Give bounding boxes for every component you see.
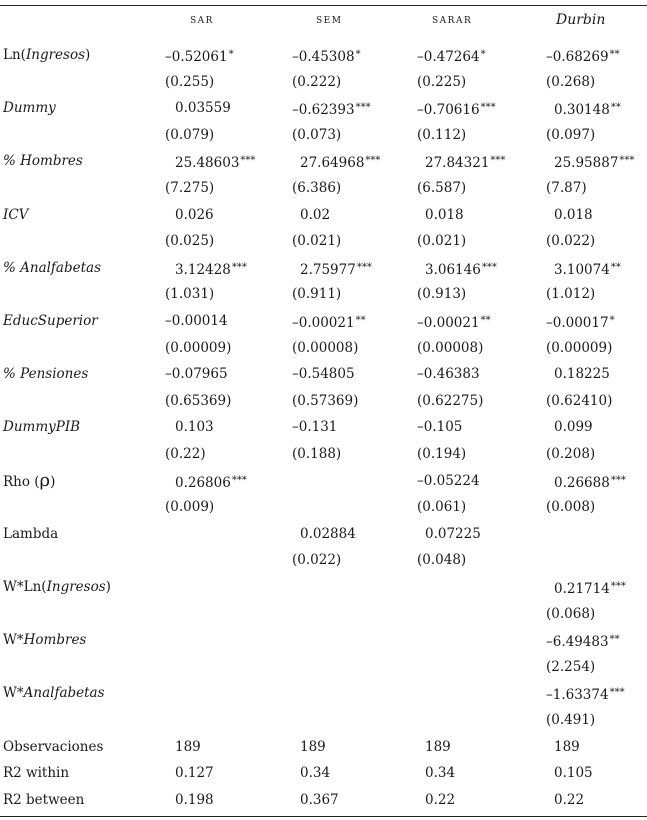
table-row bbox=[0, 42, 647, 68]
row-label bbox=[3, 361, 88, 387]
value-text: 0.02 bbox=[300, 206, 331, 223]
table-row bbox=[0, 308, 647, 334]
table-row bbox=[0, 521, 647, 547]
value-cell bbox=[546, 707, 595, 733]
value-text: –6.49483 bbox=[546, 634, 609, 651]
value-cell bbox=[554, 734, 580, 760]
table-row bbox=[0, 601, 647, 627]
value-text: 0.30148 bbox=[554, 102, 610, 119]
significance-stars: ** bbox=[610, 261, 621, 273]
value-cell bbox=[425, 760, 455, 786]
value-text: –0.45308 bbox=[292, 49, 355, 65]
row-label bbox=[3, 148, 83, 174]
value-cell bbox=[292, 42, 361, 70]
value-cell bbox=[554, 202, 593, 228]
row-label bbox=[3, 42, 90, 68]
value-cell bbox=[417, 361, 480, 387]
value-cell bbox=[554, 574, 626, 602]
value-text: (0.188) bbox=[292, 446, 342, 462]
value-cell bbox=[425, 255, 497, 283]
significance-stars: * bbox=[228, 49, 234, 60]
value-cell bbox=[546, 680, 625, 708]
value-cell bbox=[292, 69, 341, 95]
value-cell bbox=[165, 175, 214, 201]
value-cell bbox=[417, 42, 486, 70]
value-text: 0.18225 bbox=[554, 366, 610, 383]
table-row bbox=[0, 255, 647, 281]
value-cell bbox=[175, 255, 247, 283]
significance-stars: *** bbox=[481, 261, 497, 273]
value-cell bbox=[175, 148, 255, 176]
value-cell bbox=[546, 494, 595, 520]
value-cell bbox=[554, 95, 621, 123]
table-row bbox=[0, 654, 647, 680]
value-cell bbox=[165, 228, 214, 254]
value-cell bbox=[546, 281, 595, 307]
label-text: ) bbox=[85, 47, 91, 63]
value-cell bbox=[292, 441, 341, 467]
table-row bbox=[0, 627, 647, 653]
table-row bbox=[0, 175, 647, 201]
value-cell bbox=[175, 95, 231, 121]
value-cell bbox=[165, 335, 231, 361]
header-sar: sar bbox=[190, 12, 214, 27]
table-row bbox=[0, 388, 647, 414]
value-cell bbox=[175, 787, 214, 813]
value-text: (0.57369) bbox=[292, 392, 359, 409]
table-row bbox=[0, 468, 647, 494]
value-text: –0.131 bbox=[292, 419, 338, 436]
value-text: 0.22 bbox=[554, 791, 585, 808]
value-cell bbox=[175, 468, 247, 496]
value-cell bbox=[417, 335, 483, 361]
significance-stars: *** bbox=[231, 474, 247, 486]
label-text: R2 between bbox=[3, 791, 85, 808]
value-cell bbox=[292, 122, 341, 148]
value-text: (0.068) bbox=[546, 605, 596, 622]
value-cell bbox=[554, 148, 634, 176]
value-text: (0.00008) bbox=[292, 339, 359, 356]
table-row bbox=[0, 441, 647, 467]
row-label bbox=[3, 95, 56, 121]
top-rule bbox=[0, 5, 647, 6]
value-text: (0.222) bbox=[292, 73, 342, 90]
significance-stars: *** bbox=[619, 155, 635, 167]
value-cell bbox=[546, 42, 620, 70]
header-durbin: Durbin bbox=[556, 12, 606, 28]
value-cell bbox=[300, 255, 372, 283]
value-text: 3.12428 bbox=[175, 261, 231, 278]
value-text: (0.65369) bbox=[165, 392, 232, 409]
value-text: 27.84321 bbox=[425, 155, 490, 172]
value-cell bbox=[417, 494, 466, 520]
value-cell bbox=[417, 95, 496, 123]
value-text: (0.62275) bbox=[417, 392, 484, 409]
significance-stars: *** bbox=[365, 155, 381, 167]
value-text: –0.105 bbox=[417, 419, 463, 436]
value-text: 0.367 bbox=[300, 791, 339, 808]
value-cell bbox=[417, 547, 466, 573]
value-cell bbox=[165, 361, 228, 387]
value-text: (6.386) bbox=[292, 180, 342, 196]
value-text: (0.097) bbox=[546, 126, 596, 143]
significance-stars: *** bbox=[355, 102, 371, 114]
value-text: (7.87) bbox=[546, 180, 587, 196]
label-text: R2 within bbox=[3, 765, 70, 782]
value-text: 0.02884 bbox=[300, 525, 356, 542]
label-text: Observaciones bbox=[3, 738, 104, 755]
value-text: –0.05224 bbox=[417, 472, 480, 489]
value-text: (0.061) bbox=[417, 499, 467, 516]
row-label bbox=[3, 202, 28, 228]
value-text: (6.587) bbox=[417, 180, 467, 196]
value-cell bbox=[546, 175, 587, 201]
value-text: (0.048) bbox=[417, 552, 467, 569]
row-label bbox=[3, 308, 98, 334]
table-row bbox=[0, 281, 647, 307]
value-cell bbox=[417, 281, 466, 307]
label-text: Rho ( bbox=[3, 473, 40, 490]
table-row bbox=[0, 361, 647, 387]
value-text: (0.021) bbox=[292, 233, 342, 250]
value-text: 27.64968 bbox=[300, 155, 365, 172]
value-cell bbox=[165, 69, 214, 95]
significance-stars: *** bbox=[610, 474, 626, 486]
label-text: W*Ln( bbox=[3, 579, 47, 595]
value-text: (0.022) bbox=[546, 233, 596, 250]
value-text: (0.62410) bbox=[546, 392, 613, 409]
value-cell bbox=[417, 308, 491, 336]
label-text: ) bbox=[50, 473, 56, 490]
significance-stars: *** bbox=[610, 581, 626, 592]
value-cell bbox=[554, 361, 610, 387]
row-label bbox=[3, 414, 80, 440]
value-cell bbox=[292, 547, 341, 573]
significance-stars: ** bbox=[609, 49, 620, 60]
value-text: –0.54805 bbox=[292, 366, 355, 383]
table-row bbox=[0, 680, 647, 706]
value-cell bbox=[292, 414, 337, 440]
value-cell bbox=[300, 148, 380, 176]
value-cell bbox=[554, 468, 626, 496]
value-cell bbox=[546, 388, 612, 414]
value-cell bbox=[292, 281, 341, 307]
rho-symbol: ρ bbox=[39, 469, 51, 491]
value-text: (0.00009) bbox=[546, 339, 613, 356]
table-row bbox=[0, 228, 647, 254]
label-italic: Ingresos bbox=[46, 579, 106, 595]
significance-stars: ** bbox=[610, 102, 621, 114]
row-label bbox=[3, 255, 101, 281]
value-cell bbox=[417, 388, 483, 414]
value-cell bbox=[425, 202, 464, 228]
value-cell bbox=[554, 255, 621, 283]
value-text: 0.34 bbox=[300, 765, 331, 782]
value-text: 0.103 bbox=[175, 419, 214, 436]
table-row bbox=[0, 69, 647, 95]
table-row bbox=[0, 707, 647, 733]
bottom-rule bbox=[0, 816, 647, 817]
value-cell bbox=[165, 388, 231, 414]
significance-stars: ** bbox=[609, 634, 620, 646]
value-text: (1.012) bbox=[546, 286, 596, 303]
table-row bbox=[0, 494, 647, 520]
table-row bbox=[0, 760, 647, 786]
table-row bbox=[0, 574, 647, 600]
significance-stars: *** bbox=[609, 687, 625, 699]
value-text: (0.025) bbox=[165, 233, 215, 250]
value-text: (0.021) bbox=[417, 233, 467, 250]
label-italic: % Hombres bbox=[3, 153, 83, 170]
value-cell bbox=[546, 627, 620, 655]
label-italic: % Analfabetas bbox=[3, 259, 102, 276]
value-text: (0.22) bbox=[165, 446, 206, 462]
value-cell bbox=[546, 69, 595, 95]
value-cell bbox=[417, 122, 466, 148]
row-label bbox=[3, 680, 105, 706]
value-text: (0.00009) bbox=[165, 339, 232, 356]
value-text: 0.34 bbox=[425, 765, 456, 782]
value-text: (0.225) bbox=[417, 73, 467, 90]
value-text: 0.26688 bbox=[554, 474, 610, 491]
value-text: 0.099 bbox=[554, 419, 593, 436]
value-text: 0.26806 bbox=[175, 474, 231, 491]
value-text: (0.913) bbox=[417, 286, 467, 303]
table-row bbox=[0, 148, 647, 174]
value-cell bbox=[546, 308, 615, 336]
value-cell bbox=[417, 69, 466, 95]
value-cell bbox=[165, 441, 206, 467]
value-text: 3.06146 bbox=[425, 261, 481, 278]
significance-stars: ** bbox=[355, 315, 366, 326]
value-cell bbox=[546, 441, 595, 467]
significance-stars: * bbox=[355, 49, 361, 60]
value-cell bbox=[554, 760, 593, 786]
value-cell bbox=[425, 148, 505, 176]
value-text: –1.63374 bbox=[546, 687, 609, 704]
table-row bbox=[0, 547, 647, 573]
value-cell bbox=[300, 202, 330, 228]
value-text: (0.255) bbox=[165, 73, 215, 90]
value-text: (0.00008) bbox=[417, 339, 484, 356]
header-sarar: sarar bbox=[432, 12, 473, 27]
value-cell bbox=[425, 787, 455, 813]
label-italic: % Pensiones bbox=[3, 366, 89, 383]
value-cell bbox=[300, 787, 339, 813]
value-cell bbox=[417, 468, 480, 494]
value-text: 189 bbox=[175, 738, 201, 755]
value-text: 189 bbox=[300, 738, 326, 755]
value-text: 0.21714 bbox=[554, 581, 610, 597]
value-text: (2.254) bbox=[546, 658, 596, 675]
value-text: 189 bbox=[554, 738, 580, 755]
value-text: –0.62393 bbox=[292, 102, 355, 119]
row-label bbox=[3, 521, 58, 547]
value-cell bbox=[292, 335, 358, 361]
value-text: –0.70616 bbox=[417, 102, 480, 119]
row-label bbox=[3, 787, 84, 813]
table-row bbox=[0, 414, 647, 440]
value-text: 2.75977 bbox=[300, 261, 356, 278]
significance-stars: * bbox=[609, 315, 615, 326]
value-text: (0.911) bbox=[292, 286, 342, 303]
label-italic: DummyPIB bbox=[3, 419, 81, 436]
value-cell bbox=[292, 388, 358, 414]
value-text: (0.009) bbox=[165, 499, 215, 516]
label-italic: Analfabetas bbox=[23, 685, 105, 702]
significance-stars: *** bbox=[240, 155, 256, 167]
label-italic: Ingresos bbox=[25, 47, 86, 63]
row-label bbox=[3, 760, 69, 786]
value-text: –0.00017 bbox=[546, 315, 609, 331]
value-text: 3.10074 bbox=[554, 261, 610, 278]
table-row bbox=[0, 335, 647, 361]
value-cell bbox=[425, 521, 481, 547]
value-text: (0.079) bbox=[165, 126, 215, 143]
table-row bbox=[0, 202, 647, 228]
value-cell bbox=[546, 228, 595, 254]
value-text: (0.268) bbox=[546, 73, 596, 90]
value-text: 0.105 bbox=[554, 765, 593, 782]
label-italic: EducSuperior bbox=[3, 313, 98, 329]
value-text: –0.07965 bbox=[165, 366, 228, 383]
value-text: –0.00021 bbox=[417, 315, 480, 331]
value-cell bbox=[292, 308, 366, 336]
row-label bbox=[3, 627, 86, 653]
significance-stars: *** bbox=[231, 261, 247, 273]
value-text: –0.46383 bbox=[417, 366, 480, 383]
value-cell bbox=[546, 654, 595, 680]
value-cell bbox=[175, 202, 214, 228]
value-cell bbox=[300, 521, 356, 547]
value-cell bbox=[165, 308, 228, 334]
value-text: (0.022) bbox=[292, 552, 342, 569]
value-text: (0.208) bbox=[546, 446, 596, 462]
value-text: –0.00014 bbox=[165, 313, 228, 329]
value-text: (0.194) bbox=[417, 446, 467, 462]
value-cell bbox=[292, 361, 355, 387]
value-cell bbox=[417, 441, 466, 467]
value-text: (0.008) bbox=[546, 499, 596, 516]
value-text: 0.198 bbox=[175, 791, 214, 808]
value-cell bbox=[175, 760, 214, 786]
row-label bbox=[3, 468, 55, 495]
value-cell bbox=[300, 734, 326, 760]
header-sem: sem bbox=[316, 12, 343, 27]
value-cell bbox=[554, 787, 584, 813]
label-italic: ICV bbox=[3, 206, 29, 223]
label-text: Ln( bbox=[3, 47, 26, 63]
value-text: (1.031) bbox=[165, 286, 215, 303]
value-cell bbox=[554, 414, 593, 440]
value-cell bbox=[165, 42, 234, 70]
label-text: Lambda bbox=[3, 525, 59, 542]
value-text: (0.073) bbox=[292, 126, 342, 143]
value-text: 189 bbox=[425, 738, 451, 755]
significance-stars: * bbox=[480, 49, 486, 60]
label-text: W* bbox=[3, 632, 24, 649]
label-text: ) bbox=[105, 579, 111, 595]
row-label bbox=[3, 734, 103, 760]
value-cell bbox=[417, 228, 466, 254]
value-cell bbox=[300, 760, 330, 786]
value-text: 25.48603 bbox=[175, 155, 240, 172]
value-text: 0.026 bbox=[175, 206, 214, 223]
value-text: 0.018 bbox=[554, 206, 593, 223]
table-row bbox=[0, 734, 647, 760]
table-row bbox=[0, 95, 647, 121]
value-cell bbox=[165, 122, 214, 148]
value-text: 0.22 bbox=[425, 791, 456, 808]
value-cell bbox=[546, 601, 595, 627]
value-cell bbox=[546, 335, 612, 361]
label-italic: Hombres bbox=[23, 632, 87, 649]
value-cell bbox=[165, 494, 214, 520]
value-text: 0.07225 bbox=[425, 525, 481, 542]
label-italic: Dummy bbox=[3, 100, 56, 117]
value-cell bbox=[417, 414, 462, 440]
value-text: (0.491) bbox=[546, 712, 596, 728]
value-text: –0.00021 bbox=[292, 315, 355, 331]
table-row bbox=[0, 122, 647, 148]
significance-stars: *** bbox=[490, 155, 506, 167]
row-label bbox=[3, 574, 111, 600]
value-cell bbox=[165, 281, 214, 307]
value-text: 0.018 bbox=[425, 206, 464, 223]
value-cell bbox=[175, 734, 201, 760]
significance-stars: *** bbox=[480, 102, 496, 114]
value-text: –0.52061 bbox=[165, 49, 228, 65]
value-text: (0.112) bbox=[417, 126, 467, 143]
table-row bbox=[0, 787, 647, 813]
value-cell bbox=[425, 734, 451, 760]
value-text: 0.127 bbox=[175, 765, 214, 782]
value-cell bbox=[292, 228, 341, 254]
value-text: (7.275) bbox=[165, 180, 215, 196]
significance-stars: *** bbox=[356, 261, 372, 273]
value-cell bbox=[417, 175, 466, 201]
value-text: 25.95887 bbox=[554, 155, 619, 172]
significance-stars: ** bbox=[480, 315, 491, 326]
value-text: –0.68269 bbox=[546, 49, 609, 65]
value-cell bbox=[292, 95, 371, 123]
value-cell bbox=[546, 122, 595, 148]
value-cell bbox=[292, 175, 341, 201]
label-text: W* bbox=[3, 685, 24, 702]
value-text: –0.47264 bbox=[417, 49, 480, 65]
value-text: 0.03559 bbox=[175, 100, 231, 117]
value-cell bbox=[175, 414, 214, 440]
